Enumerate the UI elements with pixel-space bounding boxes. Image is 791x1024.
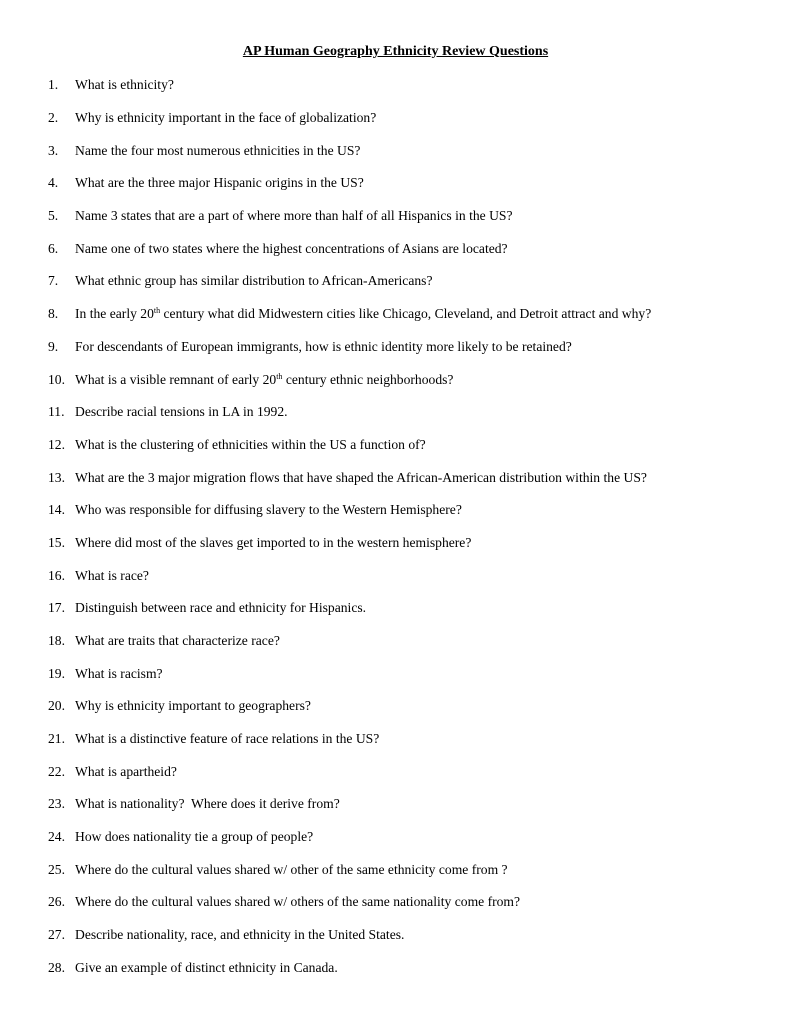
question-item: [48, 142, 768, 160]
question-item: [48, 534, 768, 552]
question-item: [48, 305, 768, 323]
question-text: What ethnic group has similar distribution to African-Americans?: [75, 273, 433, 288]
question-number: 18.: [48, 633, 65, 648]
question-text: What is race?: [75, 568, 149, 583]
question-number: 2.: [48, 110, 59, 125]
question-number: 27.: [48, 927, 65, 942]
question-item: [48, 109, 768, 127]
question-number: 12.: [48, 437, 65, 452]
ordinal-superscript: th: [276, 372, 283, 381]
question-text: Where did most of the slaves get imported to in the western hemisphere?: [75, 535, 472, 550]
question-text: What is the clustering of ethnicities within the US a function of?: [75, 437, 426, 452]
question-item: [48, 272, 768, 290]
question-item: [48, 665, 768, 683]
question-item: [48, 730, 768, 748]
question-text: Why is ethnicity important to geographers?: [75, 698, 311, 713]
question-number: 3.: [48, 143, 59, 158]
question-item: [48, 567, 768, 585]
question-item: [48, 861, 768, 879]
question-text: What are the three major Hispanic origins in the US?: [75, 175, 364, 190]
question-text: What is racism?: [75, 666, 163, 681]
question-number: 1.: [48, 77, 59, 92]
question-item: [48, 501, 768, 519]
question-item: [48, 76, 768, 94]
question-number: 21.: [48, 731, 65, 746]
question-text-end: century what did Midwestern cities like Chicago, Cleveland, and Detroit attract and why?: [160, 306, 652, 321]
question-number: 24.: [48, 829, 65, 844]
question-number: 6.: [48, 241, 59, 256]
question-text: Name 3 states that are a part of where more than half of all Hispanics in the US?: [75, 208, 513, 223]
question-item: [48, 959, 768, 977]
question-text: How does nationality tie a group of people?: [75, 829, 314, 844]
question-text: Where do the cultural values shared w/ other of the same ethnicity come from ?: [75, 862, 508, 877]
question-text: Describe racial tensions in LA in 1992.: [75, 404, 288, 419]
question-number: 13.: [48, 470, 65, 485]
question-text: What are the 3 major migration flows that have shaped the African-American distribution within the US?: [75, 470, 647, 485]
document-title: AP Human Geography Ethnicity Review Questions: [242, 44, 549, 59]
question-text: What is nationality? Where does it derive from?: [75, 796, 340, 811]
question-text: Describe nationality, race, and ethnicity in the United States.: [75, 927, 405, 942]
question-text: Where do the cultural values shared w/ others of the same nationality come from?: [75, 894, 521, 909]
question-text: What is a distinctive feature of race relations in the US?: [75, 731, 380, 746]
question-number: 26.: [48, 894, 65, 909]
question-text: Name the four most numerous ethnicities in the US?: [75, 143, 361, 158]
question-text-start: In the early 20: [75, 306, 154, 321]
question-item: [48, 371, 768, 389]
question-number: 9.: [48, 339, 59, 354]
question-text: For descendants of European immigrants, how is ethnic identity more likely to be retained?: [75, 339, 572, 354]
question-text: Give an example of distinct ethnicity in Canada.: [75, 960, 338, 975]
question-text-end: century ethnic neighborhoods?: [282, 372, 454, 387]
question-number: 15.: [48, 535, 65, 550]
question-item: [48, 828, 768, 846]
question-item: [48, 893, 768, 911]
question-text-start: What is a visible remnant of early 20: [75, 372, 277, 387]
question-item: [48, 632, 768, 650]
question-number: 28.: [48, 960, 65, 975]
question-item: [48, 599, 768, 617]
ordinal-superscript: th: [153, 306, 161, 315]
question-number: 11.: [48, 404, 65, 419]
question-number: 4.: [48, 175, 59, 190]
question-item: [48, 763, 768, 781]
question-item: [48, 240, 768, 258]
question-number: 14.: [48, 502, 65, 517]
question-number: 22.: [48, 764, 65, 779]
question-item: [48, 469, 768, 487]
question-text: What is ethnicity?: [75, 77, 174, 92]
question-item: [48, 207, 768, 225]
question-item: [48, 338, 768, 356]
question-number: 25.: [48, 862, 65, 877]
question-number: 23.: [48, 796, 65, 811]
question-number: 20.: [48, 698, 65, 713]
question-number: 8.: [48, 306, 59, 321]
question-text: Why is ethnicity important in the face of globalization?: [75, 110, 377, 125]
question-text: Distinguish between race and ethnicity for Hispanics.: [75, 600, 367, 615]
question-item: [48, 436, 768, 454]
question-item: [48, 926, 768, 944]
question-item: [48, 697, 768, 715]
question-item: [48, 403, 768, 421]
question-text: What are traits that characterize race?: [75, 633, 280, 648]
question-text: Who was responsible for diffusing slavery to the Western Hemisphere?: [75, 502, 462, 517]
question-item: [48, 795, 768, 813]
question-number: 16.: [48, 568, 65, 583]
question-number: 7.: [48, 273, 59, 288]
question-number: 5.: [48, 208, 59, 223]
question-item: [48, 174, 768, 192]
question-number: 10.: [48, 372, 65, 387]
question-number: 17.: [48, 600, 65, 615]
question-text: What is apartheid?: [75, 764, 177, 779]
question-number: 19.: [48, 666, 65, 681]
question-text: Name one of two states where the highest concentrations of Asians are located?: [75, 241, 508, 256]
